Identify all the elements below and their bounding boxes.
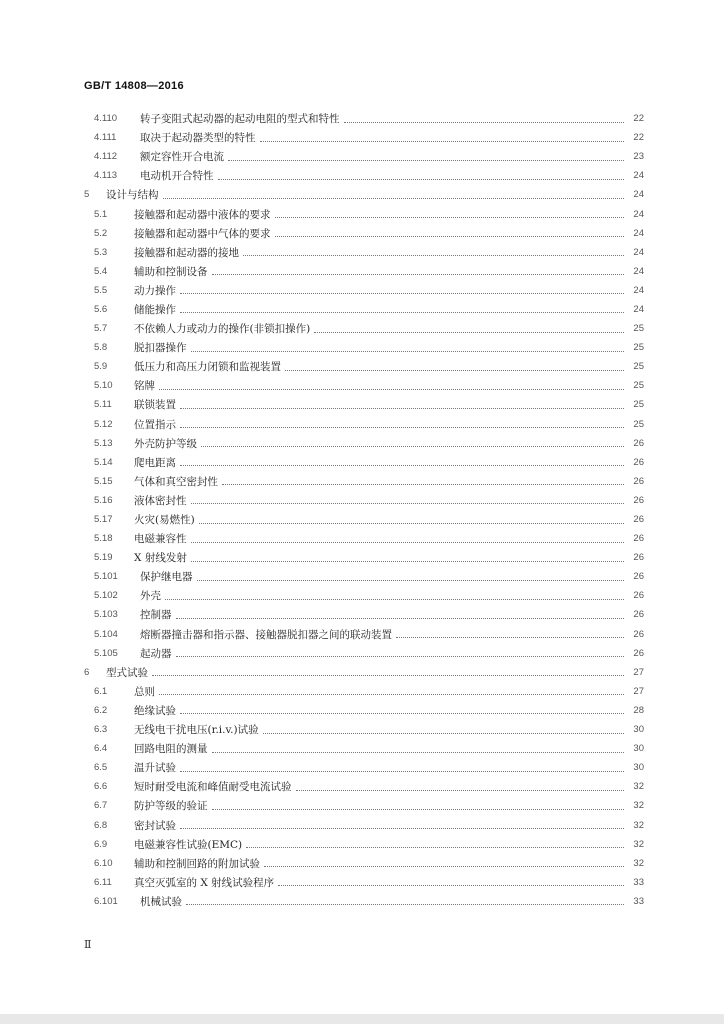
toc-leader-dots bbox=[275, 235, 625, 237]
toc-entry bbox=[84, 453, 644, 472]
toc-entry-number: 5 bbox=[84, 189, 90, 201]
toc-entry-title: 型式试验 bbox=[106, 666, 148, 679]
toc-leader-dots bbox=[278, 884, 624, 886]
toc-entry-page: 26 bbox=[633, 456, 644, 468]
standard-code-header: GB/T 14808—2016 bbox=[84, 80, 184, 92]
toc-leader-dots bbox=[222, 483, 624, 485]
toc-entry-page: 26 bbox=[633, 571, 644, 583]
toc-entry-title: 气体和真空密封性 bbox=[134, 475, 218, 488]
toc-entry-page: 26 bbox=[633, 590, 644, 602]
toc-entry-number: 5.11 bbox=[94, 399, 112, 411]
toc-entry bbox=[84, 758, 644, 777]
toc-entry-title: 控制器 bbox=[140, 609, 172, 622]
toc-entry bbox=[84, 567, 644, 586]
toc-entry bbox=[84, 262, 644, 281]
toc-entry-title: 位置指示 bbox=[134, 418, 176, 431]
toc-entry-number: 5.17 bbox=[94, 514, 113, 526]
toc-entry-title: 液体密封性 bbox=[134, 494, 187, 507]
toc-entry bbox=[84, 548, 644, 567]
toc-entry-number: 5.14 bbox=[94, 456, 113, 468]
toc-entry-number: 5.102 bbox=[94, 590, 118, 602]
toc-entry-title: 外壳 bbox=[140, 590, 161, 603]
toc-entry bbox=[84, 434, 644, 453]
toc-entry-page: 26 bbox=[633, 514, 644, 526]
toc-entry-number: 5.18 bbox=[94, 533, 113, 545]
toc-entry-title: 火灾(易燃性) bbox=[134, 514, 195, 527]
toc-entry bbox=[84, 185, 644, 204]
toc-entry-number: 6.5 bbox=[94, 762, 108, 774]
toc-leader-dots bbox=[344, 121, 625, 123]
toc-entry-page: 26 bbox=[633, 628, 644, 640]
toc-entry-page: 23 bbox=[633, 151, 644, 163]
toc-entry-page: 26 bbox=[633, 647, 644, 659]
toc-leader-dots bbox=[285, 369, 624, 371]
toc-entry-number: 4.112 bbox=[94, 151, 118, 163]
toc-leader-dots bbox=[197, 579, 625, 581]
toc-entry bbox=[84, 510, 644, 529]
toc-entry-page: 25 bbox=[633, 323, 644, 335]
toc-entry-number: 6.10 bbox=[94, 857, 113, 869]
toc-leader-dots bbox=[264, 865, 624, 867]
toc-entry bbox=[84, 491, 644, 510]
toc-entry-number: 5.6 bbox=[94, 303, 108, 315]
toc-entry-number: 6 bbox=[84, 666, 90, 678]
toc-entry-page: 24 bbox=[633, 189, 644, 201]
toc-entry-number: 6.4 bbox=[94, 743, 108, 755]
toc-entry-title: 取决于起动器类型的特性 bbox=[140, 132, 256, 145]
toc-entry-title: 接触器和起动器中液体的要求 bbox=[134, 208, 271, 221]
toc-leader-dots bbox=[180, 464, 624, 466]
toc-entry bbox=[84, 224, 644, 243]
toc-entry-title: 额定容性开合电流 bbox=[140, 151, 224, 164]
toc-entry bbox=[84, 892, 644, 911]
toc-entry bbox=[84, 415, 644, 434]
toc-entry-page: 32 bbox=[633, 800, 644, 812]
toc-entry-number: 5.13 bbox=[94, 437, 113, 449]
toc-entry-number: 5.104 bbox=[94, 628, 118, 640]
toc-entry-page: 33 bbox=[633, 895, 644, 907]
toc-entry-title: 电磁兼容性 bbox=[134, 533, 187, 546]
toc-entry bbox=[84, 281, 644, 300]
toc-leader-dots bbox=[165, 598, 624, 600]
toc-leader-dots bbox=[180, 770, 624, 772]
toc-leader-dots bbox=[191, 541, 625, 543]
toc-entry-number: 6.1 bbox=[94, 685, 108, 697]
toc-entry bbox=[84, 701, 644, 720]
toc-entry-title: 熔断器撞击器和指示器、接触器脱扣器之间的联动装置 bbox=[140, 628, 392, 641]
toc-entry bbox=[84, 376, 644, 395]
toc-entry-page: 24 bbox=[633, 303, 644, 315]
toc-entry bbox=[84, 720, 644, 739]
toc-entry bbox=[84, 128, 644, 147]
toc-leader-dots bbox=[212, 273, 625, 275]
toc-entry bbox=[84, 166, 644, 185]
toc-entry-title: 总则 bbox=[134, 685, 155, 698]
toc-entry-page: 32 bbox=[633, 819, 644, 831]
toc-leader-dots bbox=[163, 197, 625, 199]
toc-entry-page: 24 bbox=[633, 170, 644, 182]
toc-entry-title: 低压力和高压力闭锁和监视装置 bbox=[134, 361, 281, 374]
toc-entry-title: 接触器和起动器的接地 bbox=[134, 246, 239, 259]
toc-entry-title: 无线电干扰电压(r.i.v.)试验 bbox=[134, 724, 259, 737]
toc-entry-number: 5.12 bbox=[94, 418, 113, 430]
toc-entry-title: 电磁兼容性试验(EMC) bbox=[134, 838, 243, 851]
toc-entry-number: 4.113 bbox=[94, 170, 118, 182]
toc-entry-title: 防护等级的验证 bbox=[134, 800, 208, 813]
toc-entry-title: 动力操作 bbox=[134, 284, 176, 297]
toc-leader-dots bbox=[176, 655, 625, 657]
toc-leader-dots bbox=[260, 140, 625, 142]
toc-leader-dots bbox=[191, 502, 625, 504]
toc-entry-number: 6.3 bbox=[94, 724, 108, 736]
toc-entry-number: 6.101 bbox=[94, 895, 118, 907]
toc-leader-dots bbox=[212, 751, 625, 753]
toc-entry bbox=[84, 663, 644, 682]
toc-leader-dots bbox=[180, 311, 624, 313]
toc-entry bbox=[84, 625, 644, 644]
toc-entry-number: 5.3 bbox=[94, 246, 108, 258]
toc-entry-page: 24 bbox=[633, 265, 644, 277]
toc-entry-number: 5.10 bbox=[94, 380, 113, 392]
toc-entry-number: 6.6 bbox=[94, 781, 108, 793]
toc-entry-page: 32 bbox=[633, 781, 644, 793]
toc-entry bbox=[84, 835, 644, 854]
table-of-contents bbox=[84, 109, 644, 911]
toc-entry-page: 30 bbox=[633, 762, 644, 774]
toc-entry-number: 5.1 bbox=[94, 208, 108, 220]
toc-entry bbox=[84, 338, 644, 357]
toc-entry-page: 25 bbox=[633, 399, 644, 411]
toc-entry bbox=[84, 204, 644, 223]
toc-leader-dots bbox=[218, 178, 625, 180]
toc-entry-title: 辅助和控制设备 bbox=[134, 265, 208, 278]
toc-leader-dots bbox=[243, 254, 624, 256]
toc-entry-page: 24 bbox=[633, 208, 644, 220]
toc-entry bbox=[84, 815, 644, 834]
toc-entry bbox=[84, 873, 644, 892]
toc-entry-page: 32 bbox=[633, 857, 644, 869]
toc-entry-page: 27 bbox=[633, 685, 644, 697]
toc-entry-page: 30 bbox=[633, 743, 644, 755]
toc-entry bbox=[84, 147, 644, 166]
toc-entry-page: 25 bbox=[633, 361, 644, 373]
toc-leader-dots bbox=[180, 292, 624, 294]
toc-entry-number: 5.15 bbox=[94, 475, 113, 487]
toc-entry-title: 转子变阻式起动器的起动电阻的型式和特性 bbox=[140, 113, 340, 126]
toc-entry-number: 6.7 bbox=[94, 800, 108, 812]
toc-leader-dots bbox=[180, 827, 624, 829]
toc-entry-number: 6.9 bbox=[94, 838, 108, 850]
toc-entry-page: 26 bbox=[633, 533, 644, 545]
toc-entry-number: 6.8 bbox=[94, 819, 108, 831]
toc-entry-title: 电动机开合特性 bbox=[140, 170, 214, 183]
toc-leader-dots bbox=[296, 789, 625, 791]
toc-entry-title: 爬电距离 bbox=[134, 456, 176, 469]
toc-entry-title: 铭牌 bbox=[134, 380, 155, 393]
toc-leader-dots bbox=[180, 407, 624, 409]
toc-entry-page: 22 bbox=[633, 132, 644, 144]
toc-entry bbox=[84, 529, 644, 548]
toc-entry-title: 真空灭弧室的 X 射线试验程序 bbox=[134, 876, 275, 889]
toc-leader-dots bbox=[180, 426, 624, 428]
toc-entry bbox=[84, 796, 644, 815]
toc-entry bbox=[84, 395, 644, 414]
toc-leader-dots bbox=[396, 636, 624, 638]
toc-entry bbox=[84, 357, 644, 376]
toc-entry bbox=[84, 682, 644, 701]
toc-leader-dots bbox=[176, 617, 625, 619]
toc-entry-page: 26 bbox=[633, 475, 644, 487]
toc-entry-number: 5.5 bbox=[94, 284, 108, 296]
toc-leader-dots bbox=[159, 693, 624, 695]
toc-entry-page: 24 bbox=[633, 246, 644, 258]
toc-entry-number: 5.8 bbox=[94, 342, 108, 354]
toc-entry-number: 5.16 bbox=[94, 494, 113, 506]
toc-entry-title: 机械试验 bbox=[140, 895, 182, 908]
toc-entry-page: 33 bbox=[633, 876, 644, 888]
toc-entry-page: 26 bbox=[633, 552, 644, 564]
toc-entry bbox=[84, 319, 644, 338]
toc-entry bbox=[84, 109, 644, 128]
toc-entry-title: 短时耐受电流和峰值耐受电流试验 bbox=[134, 781, 292, 794]
toc-entry-title: 联锁装置 bbox=[134, 399, 176, 412]
toc-entry-page: 24 bbox=[633, 284, 644, 296]
toc-entry bbox=[84, 243, 644, 262]
toc-entry-title: 接触器和起动器中气体的要求 bbox=[134, 227, 271, 240]
toc-entry-title: 储能操作 bbox=[134, 303, 176, 316]
toc-entry-number: 5.9 bbox=[94, 361, 108, 373]
toc-entry-page: 25 bbox=[633, 342, 644, 354]
toc-leader-dots bbox=[201, 445, 624, 447]
toc-entry-page: 27 bbox=[633, 666, 644, 678]
toc-entry-title: 辅助和控制回路的附加试验 bbox=[134, 857, 260, 870]
toc-entry bbox=[84, 300, 644, 319]
toc-leader-dots bbox=[191, 350, 625, 352]
toc-leader-dots bbox=[180, 712, 624, 714]
page-number: Ⅱ bbox=[84, 939, 92, 951]
toc-leader-dots bbox=[199, 522, 624, 524]
toc-entry bbox=[84, 472, 644, 491]
toc-entry-number: 4.110 bbox=[94, 113, 118, 125]
toc-entry-page: 26 bbox=[633, 494, 644, 506]
toc-entry bbox=[84, 854, 644, 873]
toc-leader-dots bbox=[152, 674, 624, 676]
toc-entry-number: 5.101 bbox=[94, 571, 118, 583]
toc-entry-title: 设计与结构 bbox=[106, 189, 159, 202]
toc-entry-page: 25 bbox=[633, 418, 644, 430]
toc-entry-title: 外壳防护等级 bbox=[134, 437, 197, 450]
toc-entry bbox=[84, 644, 644, 663]
toc-entry-number: 5.105 bbox=[94, 647, 118, 659]
toc-entry-title: 密封试验 bbox=[134, 819, 176, 832]
toc-entry-page: 26 bbox=[633, 437, 644, 449]
toc-entry bbox=[84, 739, 644, 758]
toc-entry-number: 5.103 bbox=[94, 609, 118, 621]
toc-leader-dots bbox=[159, 388, 624, 390]
toc-leader-dots bbox=[212, 808, 625, 810]
toc-entry-page: 25 bbox=[633, 380, 644, 392]
toc-entry-page: 30 bbox=[633, 724, 644, 736]
toc-entry-page: 26 bbox=[633, 609, 644, 621]
toc-entry-number: 6.2 bbox=[94, 704, 108, 716]
toc-leader-dots bbox=[275, 216, 625, 218]
toc-leader-dots bbox=[246, 846, 624, 848]
toc-entry-title: 脱扣器操作 bbox=[134, 342, 187, 355]
toc-entry-number: 5.7 bbox=[94, 323, 108, 335]
toc-leader-dots bbox=[228, 159, 624, 161]
toc-entry-title: X 射线发射 bbox=[134, 552, 187, 565]
toc-entry-number: 5.4 bbox=[94, 265, 108, 277]
toc-leader-dots bbox=[186, 903, 624, 905]
toc-leader-dots bbox=[263, 732, 624, 734]
toc-entry bbox=[84, 586, 644, 605]
toc-entry-page: 28 bbox=[633, 704, 644, 716]
toc-entry-number: 5.19 bbox=[94, 552, 113, 564]
toc-entry-title: 保护继电器 bbox=[140, 571, 193, 584]
toc-entry-number: 6.11 bbox=[94, 876, 112, 888]
toc-entry-title: 起动器 bbox=[140, 647, 172, 660]
toc-entry-page: 32 bbox=[633, 838, 644, 850]
toc-entry-page: 24 bbox=[633, 227, 644, 239]
toc-entry-number: 4.111 bbox=[94, 132, 117, 144]
toc-entry bbox=[84, 777, 644, 796]
toc-leader-dots bbox=[191, 560, 624, 562]
toc-entry-page: 22 bbox=[633, 113, 644, 125]
toc-entry-title: 绝缘试验 bbox=[134, 704, 176, 717]
toc-entry-title: 回路电阻的测量 bbox=[134, 743, 208, 756]
toc-entry-number: 5.2 bbox=[94, 227, 108, 239]
scan-bottom-band bbox=[0, 1014, 724, 1024]
toc-leader-dots bbox=[314, 331, 624, 333]
toc-entry-title: 不依赖人力或动力的操作(非锁扣操作) bbox=[134, 323, 311, 336]
toc-entry bbox=[84, 605, 644, 624]
toc-entry-title: 温升试验 bbox=[134, 762, 176, 775]
